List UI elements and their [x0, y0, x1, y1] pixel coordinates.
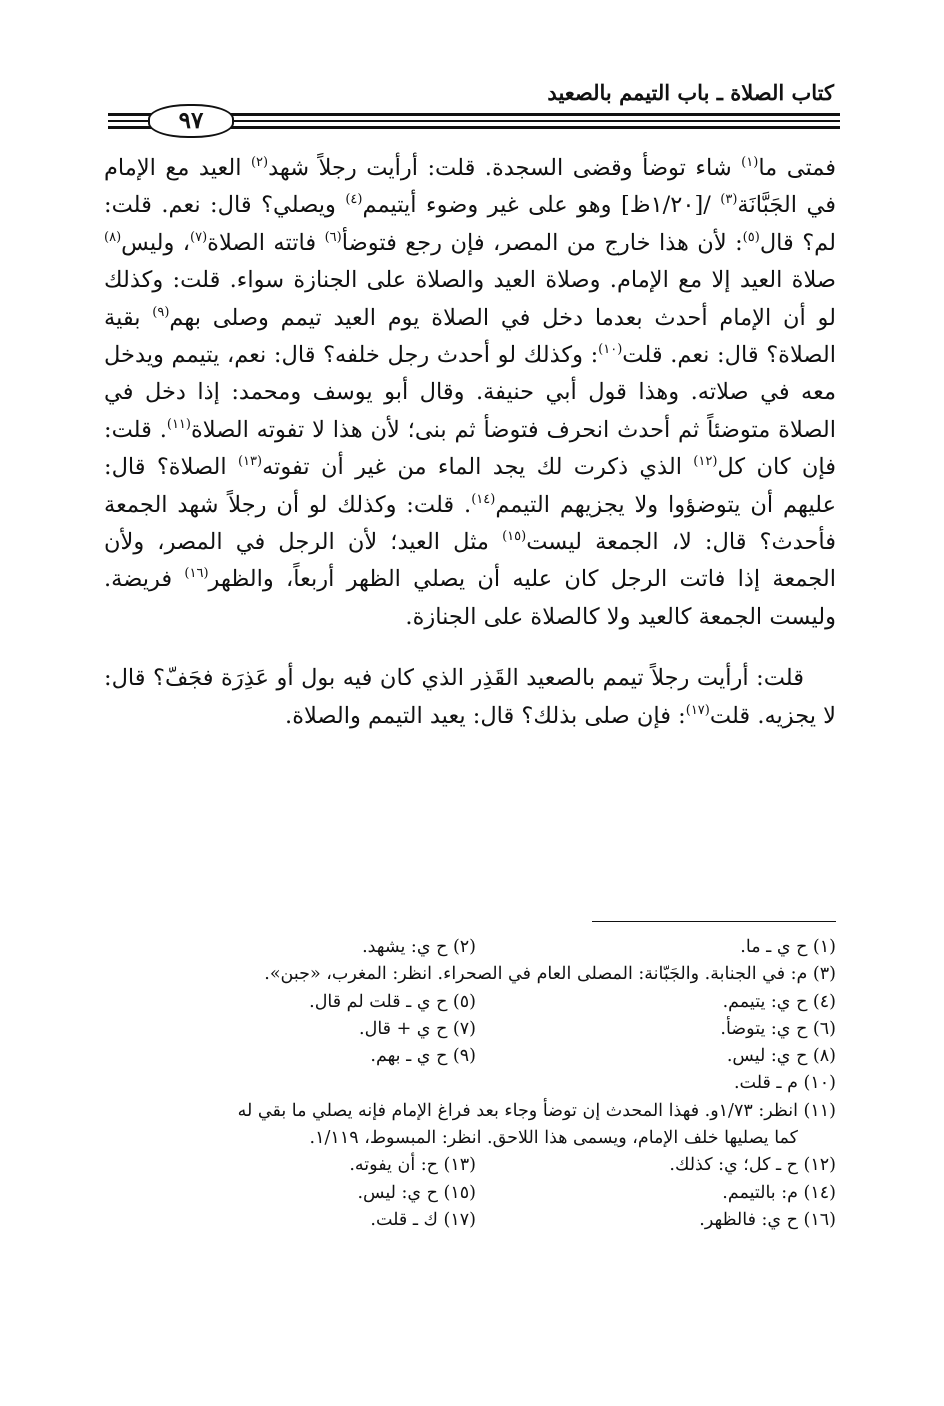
footnote-ref-15: (١٥): [502, 529, 527, 545]
footnote-row: [96, 989, 836, 1016]
text-run: فريضة. وليست الجمعة كالعيد ولا كالصلاة على الجنازة.: [104, 566, 836, 630]
footnote-ref-3: (٣): [720, 192, 738, 208]
footnote-9: (٩) ح ي ـ بهم.: [370, 1046, 476, 1067]
footnote-ref-13: (١٣): [237, 454, 263, 470]
text-run: فمتى ما: [758, 155, 836, 181]
footnote-1: (١) ح ي ـ ما.: [740, 937, 836, 957]
footnote-6: (٦) ح ي: يتوضأ.: [720, 1018, 836, 1039]
text-run: ، وليس: [121, 229, 191, 256]
footnote-row: [96, 1152, 836, 1179]
page-number: ٩٧: [148, 104, 234, 138]
text-run: العيد مع الإمام في الجَبَّانَة: [104, 155, 836, 219]
paragraph-1: [104, 150, 836, 636]
text-run: : وكذلك لو أحدث رجل خلفه؟ قال: نعم، يتيمم ويدخل معه في صلاته. وهذا قول أبي حنيفة. وقال أبو يوسف ومحمد: إذا دخل في الصلاة متوضئاً ثم أحدث انحرف فتوضأ ثم بنى؛ لأن هذا لا تفوته الصلاة: [104, 342, 836, 443]
footnote-15: (١٥) ح ي: ليس.: [357, 1182, 476, 1203]
footnote-17: (١٧) ك ـ قلت.: [370, 1209, 476, 1230]
text-run: شاء توضأ وقضى السجدة. قلت: أرأيت رجلاً شهد: [268, 155, 742, 181]
footnote-ref-11: (١١): [166, 416, 191, 432]
footnote-ref-8: (٨): [104, 229, 122, 245]
footnote-4: (٤) ح ي: يتيمم.: [722, 991, 836, 1012]
text-run: بقية الصلاة؟ قال: نعم. قلت: [104, 304, 836, 369]
footnote-7: (٧) ح ي + قال.: [359, 1018, 476, 1039]
footnote-row: [96, 961, 836, 988]
footnote-12: (١٢) ح ـ كل؛ ي: كذلك.: [669, 1155, 836, 1176]
running-title: كتاب الصلاة ـ باب التيمم بالصعيد: [547, 80, 834, 105]
text-run: الذي ذكرت لك يجد الماء من غير أن تفوته: [262, 454, 694, 481]
footnote-row: [96, 1070, 836, 1097]
footnote-11: (١١) انظر: ١/٧٣و. فهذا المحدث إن توضأ وجاء بعد فراغ الإمام فإنه يصلي ما بقي له: [237, 1100, 836, 1121]
text-run: ويصلي؟ قال: نعم. قلت: لم؟ قال: [104, 192, 836, 256]
footnote-row: [96, 1180, 836, 1207]
footnote-ref-9: (٩): [152, 304, 170, 320]
footnote-row: [96, 934, 836, 961]
footnote-10: (١٠) م ـ قلت.: [733, 1073, 836, 1094]
footnotes: [96, 934, 836, 1234]
footnote-14: (١٤) م: بالتيمم.: [722, 1182, 836, 1203]
footnote-ref-1: (١): [741, 155, 759, 170]
footnote-row: [96, 1125, 836, 1152]
footnote-8: (٨) ح ي: ليس.: [726, 1046, 836, 1067]
footnote-ref-14: (١٤): [471, 491, 496, 507]
footnote-11-continued: كما يصليها خلف الإمام، ويسمى هذا اللاحق. انظر: المبسوط، ١/١١٩.: [309, 1128, 798, 1149]
footnote-13: (١٣) ح: أن يفوته.: [349, 1155, 476, 1176]
text-run: : فإن صلى بذلك؟ قال: يعيد التيمم والصلاة.: [285, 702, 686, 729]
footnote-ref-16: (١٦): [184, 566, 209, 582]
text-run: قلت: أرأيت رجلاً تيمم بالصعيد القَذِر الذي كان فيه بول أو عَذِرَة فجَفّ؟ قال: لا يجزيه. قلت: [104, 665, 836, 729]
footnote-row: [96, 1207, 836, 1234]
text-run: . قلت: وكذلك لو أن رجلاً شهد الجمعة فأحدث؟ قال: لا، الجمعة ليست: [104, 491, 836, 556]
footnote-ref-4: (٤): [345, 192, 363, 208]
footnote-ref-6: (٦): [324, 229, 342, 245]
footnote-16: (١٦) ح ي: فالظهر.: [699, 1209, 836, 1230]
footnote-row: [96, 1043, 836, 1070]
text-run: صلاة العيد إلا مع الإمام. وصلاة العيد والصلاة على الجنازة سواء. قلت: وكذلك لو أن الإمام أحدث بعدما دخل في الصلاة يوم العيد تيمم وصلى بهم: [104, 267, 836, 331]
footnote-ref-2: (٢): [250, 155, 269, 170]
text-run: : لأن هذا خارج من المصر، فإن رجع فتوضأ: [341, 229, 743, 256]
footnote-3: (٣) م: في الجنابة. والجَبّانة: المصلى العام في الصحراء. انظر: المغرب، «جبن».: [264, 964, 836, 985]
footnote-ref-12: (١٢): [693, 454, 718, 470]
footnote-separator: [592, 921, 836, 922]
footnote-ref-7: (٧): [190, 229, 208, 245]
footnote-2: (٢) ح ي: يشهد.: [362, 937, 476, 957]
footnote-ref-5: (٥): [742, 229, 760, 245]
text-run: . قلت: فإن كان كل: [104, 416, 836, 481]
footnote-row: [96, 1016, 836, 1043]
footnote-ref-10: (١٠): [598, 342, 623, 358]
main-text: [104, 150, 836, 735]
text-run: مثل العيد؛ لأن الرجل في المصر، ولأن الجمعة إذا فاتت الرجل كان عليه أن يصلي الظهر أربعاً، والظهر: [104, 529, 836, 593]
text-run: /[١/٢٠ظ] وهو على غير وضوء أيتيمم: [362, 192, 721, 219]
paragraph-2: [104, 660, 836, 735]
footnote-row: [96, 1098, 836, 1125]
footnote-5: (٥) ح ي ـ قلت لم قال.: [309, 991, 476, 1012]
footnote-ref-17: (١٧): [685, 702, 710, 718]
text-run: فاتته الصلاة: [207, 229, 325, 256]
text-run: الصلاة؟ قال: عليهم أن يتوضؤوا ولا يجزيهم التيمم: [104, 454, 837, 518]
